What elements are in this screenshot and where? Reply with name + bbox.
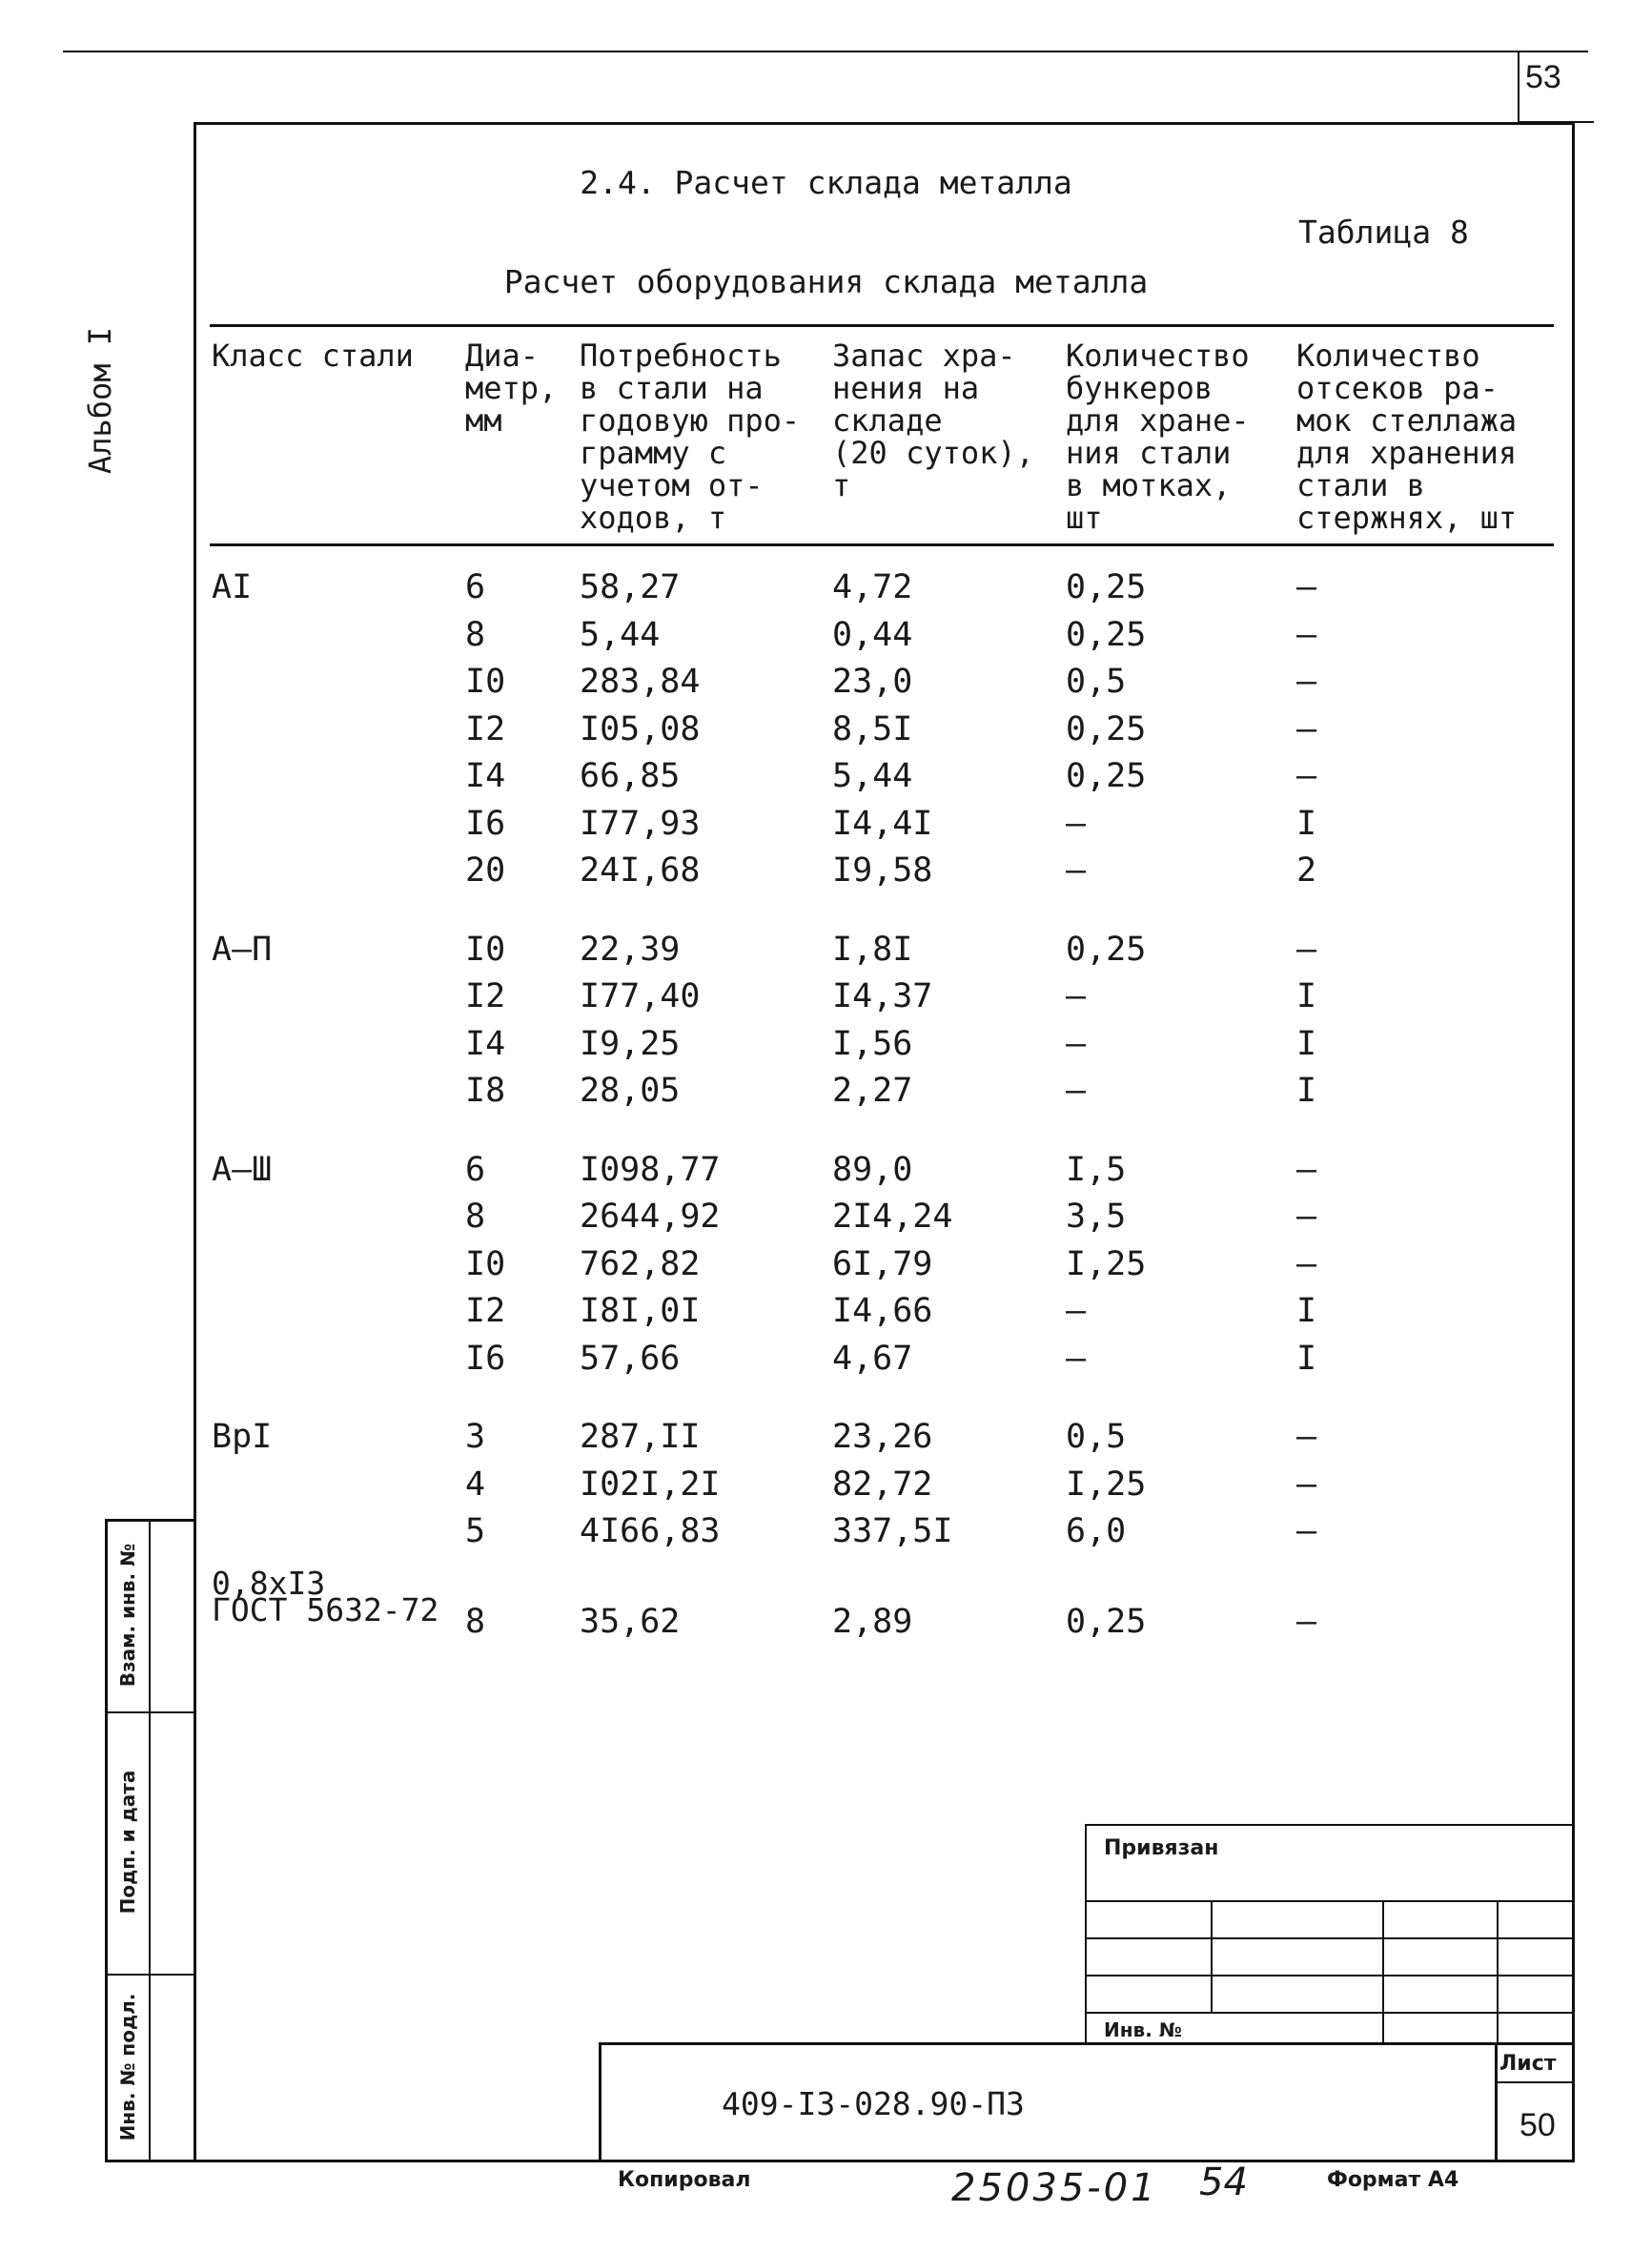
table-cell: I: [1296, 804, 1317, 843]
table-cell: I9,58: [832, 851, 933, 890]
binding-box-col-1: [1211, 1900, 1213, 2012]
table-cell: I4,4I: [832, 804, 933, 843]
table-cell: I2: [465, 709, 506, 748]
copied-by-label: Копировал: [618, 2168, 751, 2192]
binding-box-row-2: [1085, 1937, 1575, 1939]
frame-top: [195, 122, 1575, 125]
table-cell: –: [1296, 709, 1317, 748]
binding-box-row-4: [1085, 2012, 1575, 2014]
table-cell: I0: [465, 663, 506, 701]
table-cell: –: [1296, 1150, 1317, 1189]
table-cell: –: [1066, 1292, 1087, 1330]
table-cell: 82,72: [832, 1464, 933, 1504]
table-cell: 0,5: [1066, 1418, 1127, 1456]
table-cell: I77,40: [580, 977, 701, 1015]
table-cell: –: [1296, 568, 1317, 606]
table-cell: I9,25: [580, 1024, 681, 1063]
frame-right: [1572, 122, 1575, 2162]
table-cell: 0,5: [1066, 663, 1127, 701]
table-cell: –: [1296, 1464, 1317, 1504]
table-cell: I4: [465, 1024, 506, 1063]
table-cell: I0: [465, 1244, 506, 1283]
table-cell: I2: [465, 1292, 506, 1330]
table-cell: 66,85: [580, 757, 681, 795]
archive-stamp-code: 25035-01: [951, 2166, 1158, 2210]
table-cell: 3,5: [1066, 1198, 1127, 1236]
inventory-number-label: Инв. №: [1104, 2018, 1182, 2041]
table-cell: 287,II: [580, 1418, 701, 1456]
archive-stamp-sheet: 54: [1199, 2161, 1248, 2204]
table-cell: –: [1296, 1418, 1317, 1456]
binding-box-row-3: [1085, 1975, 1575, 1976]
table-cell: 2: [1296, 851, 1317, 890]
table-cell: I098,77: [580, 1150, 721, 1189]
table-cell: I2: [465, 977, 506, 1015]
table-cell: I8: [465, 1072, 506, 1110]
side-label-replacement-inv: Взам. инв. №: [116, 1543, 139, 1688]
steel-class-label: А–Ш: [212, 1150, 273, 1189]
table-cell: I: [1296, 1339, 1317, 1378]
table-cell: –: [1296, 1198, 1317, 1236]
col-header-rack-bays: Количество отсеков ра- мок стеллажа для хранения стали в стержнях, шт: [1296, 338, 1518, 536]
table-cell: I6: [465, 1339, 506, 1378]
table-cell: 5: [465, 1512, 486, 1550]
table-cell: 24I,68: [580, 851, 701, 890]
table-cell: I4: [465, 757, 506, 795]
side-label-original-inv: Инв. № подл.: [116, 1993, 139, 2141]
table-cell: 4,72: [832, 568, 913, 606]
steel-class-label: А–П: [212, 930, 273, 969]
steel-class-label: ВрI: [212, 1418, 273, 1456]
table-cell: 4: [465, 1464, 486, 1504]
table-cell: –: [1066, 1339, 1087, 1378]
binding-box-col-2: [1382, 1900, 1384, 2043]
table-cell: 2I4,24: [832, 1198, 953, 1236]
table-cell: 89,0: [832, 1150, 913, 1189]
table-cell: I4,37: [832, 977, 933, 1015]
table-cell: –: [1296, 663, 1317, 701]
binding-box-row-1: [1085, 1900, 1575, 1902]
table-cell: I: [1296, 1292, 1317, 1330]
table-cell: 8: [465, 1198, 486, 1236]
steel-class-label: AI: [212, 568, 253, 606]
table-cell: 6: [465, 1150, 486, 1189]
table-cell: 58,27: [580, 568, 681, 606]
doc-box-top: [599, 2042, 1575, 2045]
table-cell: I8I,0I: [580, 1292, 701, 1330]
col-header-storage-reserve: Запас хра- нения на складе (20 суток), т: [832, 338, 1034, 503]
doc-box-left: [599, 2042, 602, 2162]
table-cell: 4I66,83: [580, 1512, 721, 1550]
binding-box-top: [1085, 1824, 1575, 1826]
table-cell: I: [1296, 977, 1317, 1015]
table-cell: 23,26: [832, 1418, 933, 1456]
sheet-box-left: [1495, 2042, 1498, 2162]
steel-class-label: 0,8хI3 ГОСТ 5632-72: [212, 1564, 439, 1628]
page-number: 53: [1525, 59, 1561, 95]
table-cell: I4,66: [832, 1292, 933, 1330]
table-cell: I02I,2I: [580, 1464, 721, 1504]
table-cell: –: [1066, 804, 1087, 843]
sheet-number: 50: [1519, 2107, 1556, 2143]
table-cell: 6I,79: [832, 1244, 933, 1283]
table-cell: 0,25: [1066, 930, 1147, 969]
table-cell: 5,44: [580, 615, 661, 654]
sheet-label: Лист: [1499, 2052, 1557, 2076]
table-cell: 0,25: [1066, 615, 1147, 654]
table-cell: I,5: [1066, 1150, 1127, 1189]
frame-bottom: [105, 2160, 1575, 2162]
table-cell: –: [1296, 1602, 1317, 1641]
sheet-box-divider: [1495, 2081, 1575, 2083]
table-cell: 283,84: [580, 663, 701, 701]
table-cell: –: [1066, 1072, 1087, 1110]
table-cell: –: [1296, 930, 1317, 969]
binding-box-left: [1085, 1824, 1087, 2043]
page-number-box-left: [1518, 51, 1519, 123]
table-cell: 57,66: [580, 1339, 681, 1378]
side-label-signature-date: Подп. и дата: [116, 1770, 139, 1915]
table-cell: –: [1066, 977, 1087, 1015]
table-cell: 3: [465, 1418, 486, 1456]
table-cell: 2644,92: [580, 1198, 721, 1236]
col-header-annual-need: Потребность в стали на годовую про- грамму с учетом от- ходов, т: [580, 338, 801, 536]
side-stamp-outer: [105, 1519, 108, 2162]
table-cell: 0,25: [1066, 757, 1147, 795]
table-cell: 4,67: [832, 1339, 913, 1378]
table-cell: 28,05: [580, 1072, 681, 1110]
table-top-rule: [210, 324, 1554, 327]
col-header-steel-class: Класс стали: [212, 338, 414, 374]
table-cell: –: [1066, 1024, 1087, 1063]
table-cell: I6: [465, 804, 506, 843]
table-cell: 6,0: [1066, 1512, 1127, 1550]
table-cell: –: [1296, 1244, 1317, 1283]
table-cell: 337,5I: [832, 1512, 953, 1550]
table-label: Таблица 8: [1298, 214, 1469, 251]
format-label: Формат А4: [1327, 2168, 1459, 2192]
binding-box-col-3: [1497, 1900, 1499, 2043]
table-cell: 2,89: [832, 1602, 913, 1641]
table-cell: 22,39: [580, 930, 681, 969]
table-cell: I,25: [1066, 1244, 1147, 1283]
side-stamp-inner: [149, 1519, 151, 2162]
table-cell: I0: [465, 930, 506, 969]
table-cell: 2,27: [832, 1072, 913, 1110]
album-label: Альбом I: [82, 326, 118, 475]
binding-label: Привязан: [1104, 1836, 1219, 1860]
table-cell: 762,82: [580, 1244, 701, 1283]
table-cell: 0,25: [1066, 568, 1147, 606]
table-cell: 5,44: [832, 757, 913, 795]
section-title: 2.4. Расчет склада металла: [580, 164, 1072, 201]
table-cell: I77,93: [580, 804, 701, 843]
side-stamp-div-1: [105, 1711, 195, 1713]
col-header-diameter: Диа- метр, мм: [465, 338, 558, 439]
table-cell: 8,5I: [832, 709, 913, 748]
table-cell: I05,08: [580, 709, 701, 748]
table-title: Расчет оборудования склада металла: [503, 263, 1149, 300]
header-bottom-rule: [210, 543, 1554, 546]
table-cell: –: [1066, 851, 1087, 890]
table-cell: 0,44: [832, 615, 913, 654]
table-cell: 35,62: [580, 1602, 681, 1641]
top-rule: [63, 51, 1588, 52]
table-cell: I,25: [1066, 1464, 1147, 1504]
table-cell: 20: [465, 851, 506, 890]
table-cell: I: [1296, 1024, 1317, 1063]
table-cell: –: [1296, 615, 1317, 654]
table-cell: I,8I: [832, 930, 913, 969]
table-cell: –: [1296, 757, 1317, 795]
table-cell: –: [1296, 1512, 1317, 1550]
table-cell: 6: [465, 568, 486, 606]
table-cell: I,56: [832, 1024, 913, 1063]
table-cell: 8: [465, 615, 486, 654]
table-cell: I: [1296, 1072, 1317, 1110]
table-cell: 23,0: [832, 663, 913, 701]
side-stamp-div-2: [105, 1974, 195, 1976]
frame-left: [194, 122, 196, 2162]
table-cell: 8: [465, 1602, 486, 1641]
table-cell: 0,25: [1066, 1602, 1147, 1641]
document-code: 409-I3-028.90-ПЗ: [722, 2085, 1025, 2122]
col-header-bunkers: Количество бункеров для хране- ния стали в мотках, шт: [1066, 338, 1250, 536]
table-cell: 0,25: [1066, 709, 1147, 748]
